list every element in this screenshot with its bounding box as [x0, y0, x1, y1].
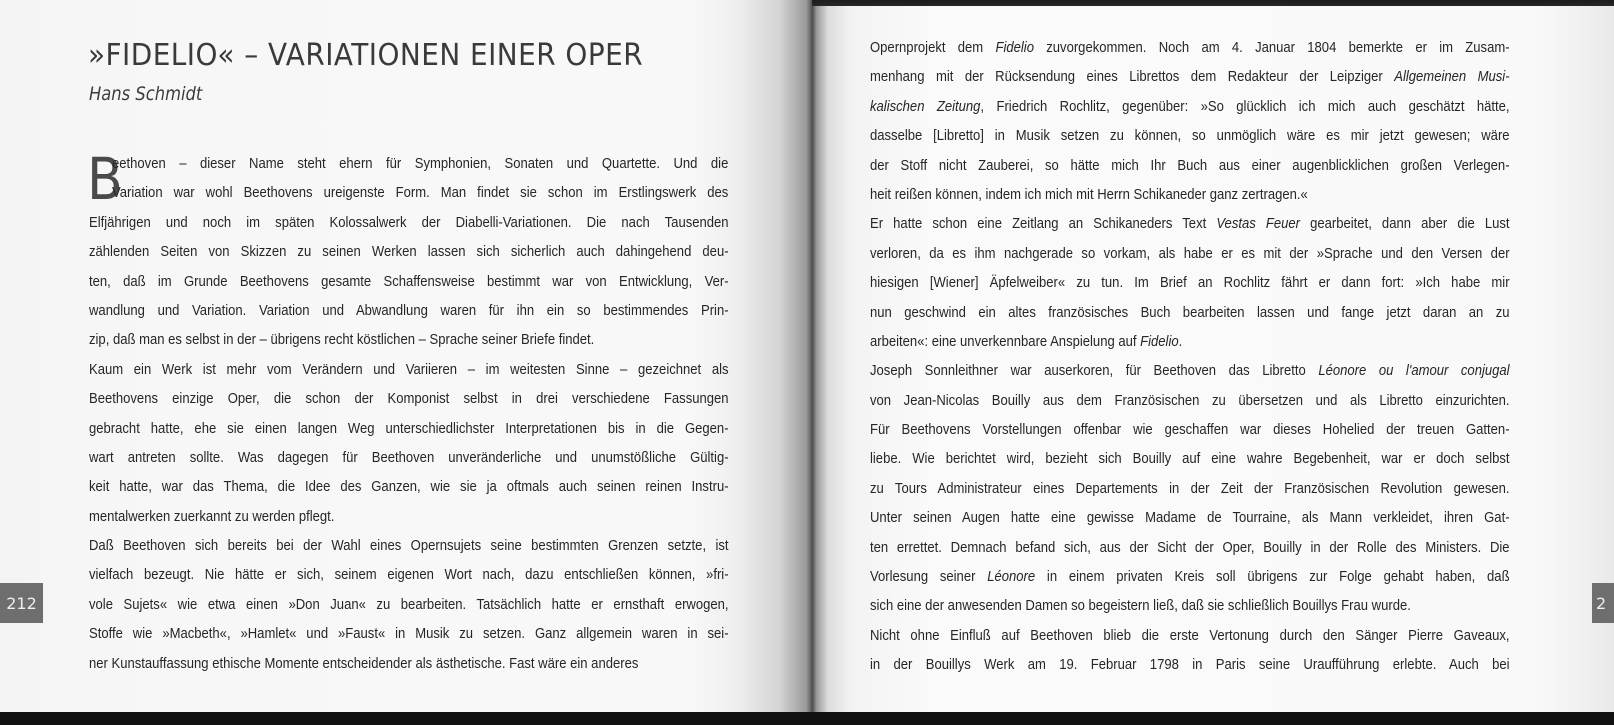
- text-line: wart antreten sollte. Was dagegen für Beethoven unveränderliche und unumstößliche Gültig-: [89, 448, 729, 466]
- text-line: [870, 298, 1510, 327]
- page-number-tab-left: [0, 583, 43, 623]
- text-run: gearbeitet, dann aber die Lust: [1300, 215, 1510, 233]
- text-line: [870, 268, 1510, 297]
- chapter-title: »FIDELIO« – VARIATIONEN EINER OPER: [88, 38, 644, 73]
- text-run: sich eine der anwesenden Damen so begeistern ließ, daß sie schließlich Bouillys Frau wurde.: [870, 597, 1411, 615]
- text-run: dasselbe [Libretto] in Musik setzen zu können, so unmöglich wäre es mir jetzt gewesen; wäre: [870, 127, 1510, 145]
- text-line: ner Kunstauffassung ethische Momente entscheidender als ästhetische. Fast wäre ein anderes: [89, 654, 639, 672]
- text-run: verloren, da es ihm nachgerade so vorkam, als habe er es mit der »Sprache und den Versen der: [870, 244, 1510, 262]
- text-run: menhang mit der Rücksendung eines Librettos dem Redakteur der Leipziger: [870, 68, 1395, 86]
- text-run: Unter seinen Augen hatte eine gewisse Madame de Tourraine, als Mann verkleidet, ihren Gat-: [870, 509, 1510, 527]
- text-line: [870, 151, 1510, 180]
- text-run: nun geschwind ein altes französisches Buch bearbeiten lassen und fange jetzt daran an zu: [870, 303, 1510, 321]
- text-line: gebracht hatte, ehe sie einen langen Weg unterschiedlichster Interpretationen bis in die Gegen-: [89, 419, 729, 437]
- text-line: zählenden Seiten von Skizzen zu seinen Werken lassen sich sicherlich auch dahingehend deu-: [89, 243, 729, 261]
- text-line: Elfjährigen und noch im späten Kolossalwerk der Diabelli-Variationen. Die nach Tausenden: [89, 213, 729, 231]
- text-run: heit reißen können, indem ich mich mit Herrn Schikaneder ganz zertragen.«: [870, 185, 1308, 203]
- italic-title: Allgemeinen Musi-: [1394, 68, 1510, 86]
- text-run: der Stoff nicht Zauberei, so hätte mich Ihr Buch aus einer augenblicklichen großen Verlegen-: [870, 156, 1510, 174]
- text-line: Daß Beethoven sich bereits bei der Wahl eines Opernsujets seine bestimmten Grenzen setzte, ist: [89, 537, 729, 555]
- text-line: [870, 180, 1510, 209]
- text-run: Joseph Sonnleithner war auserkoren, für Beethoven das Libretto: [870, 362, 1319, 380]
- left-page: [0, 0, 812, 718]
- text-run: Nicht ohne Einfluß auf Beethoven blieb die erste Vertonung durch den Sänger Pierre Gaveaux,: [870, 626, 1510, 644]
- text-line: Kaum ein Werk ist mehr vom Verändern und Variieren – im weitesten Sinne – gezeichnet als: [89, 360, 729, 378]
- text-line: [870, 591, 1510, 620]
- italic-title: kalischen Zeitung: [870, 97, 981, 115]
- text-line: [870, 533, 1510, 562]
- text-run: arbeiten«: eine unverkennbare Anspielung auf: [870, 332, 1141, 350]
- text-run: zuvorgekommen. Noch am 4. Januar 1804 bemerkte er im Zusam-: [1033, 39, 1510, 56]
- italic-title: Fidelio: [995, 39, 1034, 56]
- text-run: ten errettet. Demnach befand sich, aus der Sicht der Oper, Bouilly in der Rolle des Ministers. Die: [870, 538, 1510, 556]
- text-line: [870, 503, 1510, 532]
- text-line: [870, 386, 1510, 415]
- text-run: zu Tours Administrateur eines Departements in der Zeit der Französischen Revolution gewesen.: [870, 479, 1510, 497]
- text-line: [870, 327, 1510, 356]
- text-line: [870, 474, 1510, 503]
- italic-title: Léonore: [987, 568, 1036, 586]
- text-line: [870, 650, 1510, 679]
- page-number-left: 212: [6, 593, 37, 613]
- text-run: liebe. Wie berichtet wird, bezieht sich Bouilly auf eine wahre Begebenheit, war er doch selbst: [870, 450, 1510, 468]
- text-run: Opernprojekt dem: [870, 39, 996, 56]
- chapter-author: Hans Schmidt: [89, 83, 203, 105]
- text-line: Stoffe wie »Macbeth«, »Hamlet« und »Faust« in Musik zu setzen. Ganz allgemein waren in sei-: [89, 625, 729, 643]
- text-line: wandlung und Variation. Variation und Abwandlung waren für ihn ein so bestimmendes Prin-: [89, 301, 729, 319]
- text-line: [870, 92, 1510, 121]
- text-line: [870, 209, 1510, 238]
- text-run: Er hatte schon eine Zeitlang an Schikaneders Text: [870, 215, 1217, 233]
- text-line: mentalwerken zuerkannt zu werden pflegt.: [89, 507, 335, 525]
- text-line: [870, 621, 1510, 650]
- text-line: eethoven – dieser Name steht ehern für Symphonien, Sonaten und Quartette. Und die: [112, 155, 729, 172]
- text-run: , Friedrich Rochlitz, gegenüber: »So glücklich ich mich auch geschätzt hätte,: [980, 97, 1510, 115]
- text-line: Variation war wohl Beethovens ureigenste Form. Man findet sie schon im Erstlingswerk des: [112, 184, 729, 202]
- text-line: vielfach bezeugt. Nie hätte er sich, seinem eigenen Wort nach, dazu entschließen können, »fri-: [89, 566, 729, 584]
- left-body-text: [87, 145, 729, 678]
- text-line: [870, 415, 1510, 444]
- text-line: ten, daß im Grunde Beethovens gesamte Schaffensweise bestimmt war von Entwicklung, Ver-: [89, 272, 729, 290]
- text-run: in der Bouillys Werk am 19. Februar 1798 in Paris seine Uraufführung erlebte. Auch bei: [870, 656, 1510, 674]
- text-line: Beethovens einzige Oper, die schon der Komponist selbst in drei verschiedene Fassungen: [89, 390, 729, 408]
- text-line: [870, 33, 1510, 62]
- text-run: Für Beethovens Vorstellungen offenbar wie geschaffen war dieses Hohelied der treuen Gatten-: [870, 421, 1510, 439]
- text-line: keit hatte, war das Thema, die Idee des Ganzen, wie sie ja oftmals auch seinen reinen Instru-: [89, 478, 729, 496]
- drop-cap: B: [87, 145, 123, 213]
- text-run: Vorlesung seiner: [870, 568, 988, 586]
- text-line: [870, 239, 1510, 268]
- text-line: [870, 562, 1510, 591]
- page-number-right: 2: [1596, 593, 1607, 613]
- text-run: .: [1178, 332, 1183, 350]
- italic-title: Fidelio: [1140, 332, 1179, 350]
- page-edge-bottom: [0, 712, 1614, 725]
- text-run: hiesigen [Wiener] Äpfelweiber« zu tun. Im Brief an Rochlitz fährt er dann fort: »Ich habe mir: [870, 274, 1510, 292]
- text-line: vole Sujets« wie etwa einen »Don Juan« zu bearbeiten. Tatsächlich hatte er ernsthaft erwogen,: [89, 595, 729, 613]
- text-line: [870, 62, 1510, 91]
- italic-title: Vestas Feuer: [1216, 215, 1300, 233]
- text-run: von Jean-Nicolas Bouilly aus dem Französischen zu übersetzen und als Libretto einzurichten.: [870, 391, 1510, 409]
- page-number-tab-right: [1592, 583, 1614, 623]
- text-run: in einem privaten Kreis soll übrigens zur Folge gehabt haben, daß: [1035, 568, 1510, 586]
- text-line: [870, 444, 1510, 473]
- right-body-text: [870, 33, 1510, 680]
- text-line: [870, 121, 1510, 150]
- italic-title: Léonore ou l'amour conjugal: [1318, 362, 1510, 380]
- text-line: zip, daß man es selbst in der – übrigens recht köstlichen – Sprache seiner Briefe findet.: [89, 331, 595, 349]
- text-line: [870, 356, 1510, 385]
